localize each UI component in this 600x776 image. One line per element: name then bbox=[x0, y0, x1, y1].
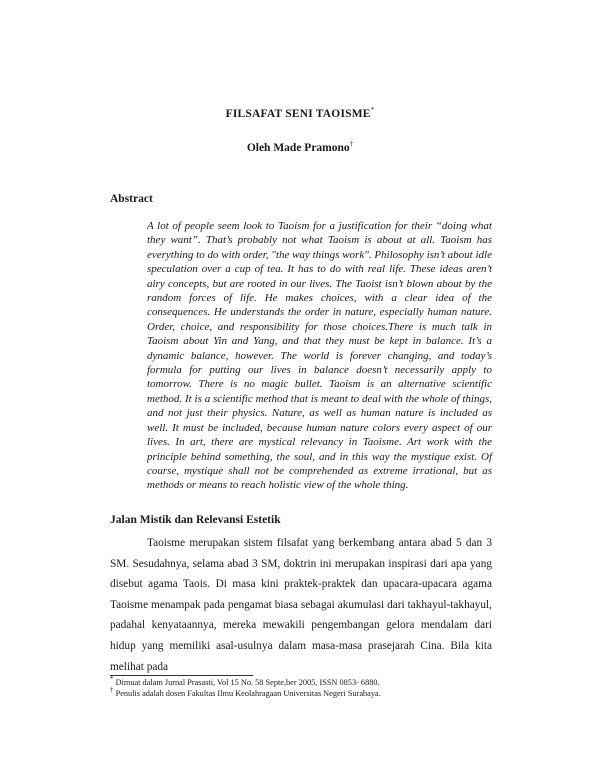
abstract-body: A lot of people seem look to Taoism for a justification for their “doing what they want”. That’s probably not what Taoism is about at all. Taoism has everything to do with order, "the way things work". Philosophy isn’t about idle speculation over a cup of tea. It has to do with real life. These ideas aren’t airy concepts, but are rooted in our lives. The Taoist isn’t blown about by the random forces of life. He makes choices, with a clear idea of the consequences. He understands the order in nature, especially human nature. Order, choice, and responsibility for those choices.There is much talk in Taoism about Yin and Yang, and that they must be kept in balance. It’s a dynamic balance, however. The world is forever changing, and today’s formula for putting our lives in balance doesn’t necessarily apply to tomorrow. There is no magic bullet. Taoism is an alternative scientific method. It is a scientific method that is meant to deal with the whole of things, and not just their physics. Nature, as well as human nature is included as well. It must be included, because human nature colors every aspect of our lives. In art, there are mystical relevancy in Taoisme. Art work with the principle behind something, the soul, and in this way the mystique exist. Of course, mystique shall not be comprehended as extreme irrational, but as methods or means to reach holistic view of the whole thing. bbox=[147, 220, 492, 492]
abstract-heading: Abstract bbox=[110, 193, 153, 205]
author-footnote-mark: † bbox=[349, 140, 354, 149]
author-line bbox=[0, 142, 600, 154]
footnote-1-mark: * bbox=[110, 675, 114, 684]
paper-title bbox=[0, 108, 600, 120]
footnote-2-mark: † bbox=[110, 686, 114, 695]
title-text: FILSAFAT SENI TAOISME bbox=[225, 108, 371, 120]
footnote-2 bbox=[110, 686, 381, 699]
body-paragraph: Taoisme merupakan sistem filsafat yang berkembang antara abad 5 dan 3 SM. Sesudahnya, selama abad 3 SM, doktrin ini merupakan inspirasi dari apa yang disebut agama Taois. Di masa kini praktek-praktek dan upacara-upacara agama Taoisme menampak pada pengamat biasa sebagai akumulasi dari takhayul-takhayul, padahal kenyataannya, mereka mewakili pengembangan gelora mendalam dari hidup yang memiliki asal-usulnya dalam masa-masa prasejarah Cina. Bila kita melihat pada bbox=[110, 537, 492, 673]
section-heading: Jalan Mistik dan Relevansi Estetik bbox=[110, 514, 281, 526]
title-footnote-mark: * bbox=[370, 106, 375, 115]
footnote-1-text: Dimuat dalam Jurnal Prasasti, Vol 15 No. 58 Septe,ber 2005, ISSN 0853- 6880. bbox=[115, 678, 380, 687]
author-name: Oleh Made Pramono bbox=[246, 142, 350, 154]
footnote-1 bbox=[110, 675, 380, 688]
footnote-divider bbox=[110, 675, 253, 676]
footnote-2-text: Penulis adalah dosen Fakultas Ilmu Keolahragaan Universitas Negeri Surabaya. bbox=[115, 689, 381, 698]
